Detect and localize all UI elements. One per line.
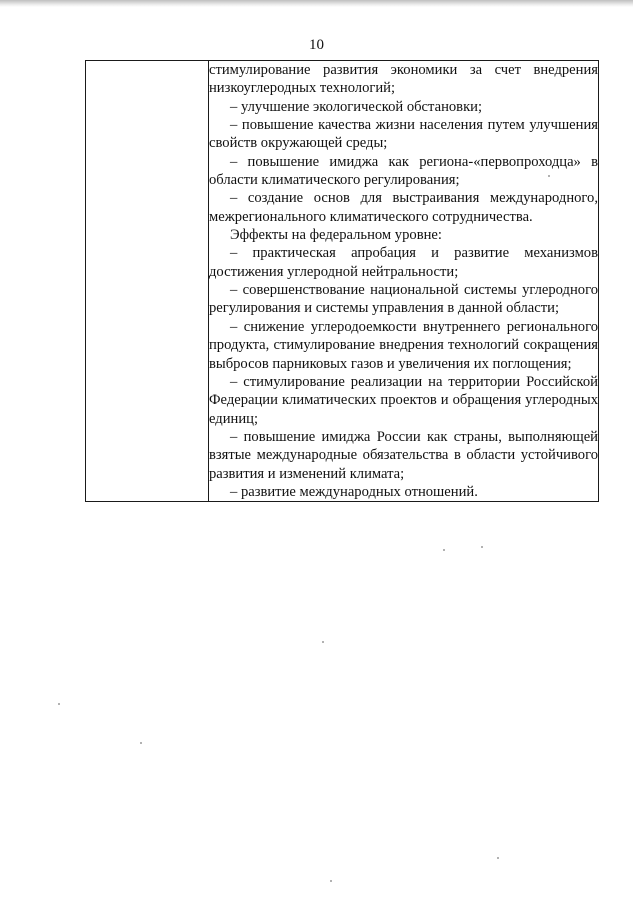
paragraph-cooperation: – создание основ для выстраивания международного, межрегионального климатического сотрудничества.: [209, 190, 598, 225]
scan-speck: [497, 857, 499, 859]
paragraph-russia-image: – повышение имиджа России как страны, выполняющей взятые международные обязательства в области устойчивого развития и изменений климата;: [209, 428, 598, 482]
scan-speck: [58, 703, 60, 705]
paragraph-stimulation: стимулирование развития экономики за счет внедрения низкоуглеродных технологий;: [209, 62, 598, 97]
paragraph-climate-projects: – стимулирование реализации на территории Российской Федерации климатических проектов и обращения углеродных единиц;: [209, 373, 598, 427]
paragraph-federal-heading: Эффекты на федеральном уровне:: [230, 227, 442, 244]
paragraph-international-relations: – развитие международных отношений.: [230, 483, 478, 500]
scan-speck: [322, 641, 324, 643]
scan-speck: [140, 742, 142, 744]
paragraph-carbon-intensity: – снижение углеродоемкости внутреннего регионального продукта, стимулирование внедрения технологий сокращения выбросов парниковых газов и увеличения их поглощения;: [209, 318, 598, 372]
paragraph-quality-of-life: – повышение качества жизни населения путем улучшения свойств окружающей среды;: [209, 117, 598, 152]
content-table: [85, 60, 599, 502]
paragraph-region-image: – повышение имиджа как региона-«первопроходца» в области климатического регулирования;: [209, 153, 598, 189]
paragraph-ecology: – улучшение экологической обстановки;: [230, 98, 483, 115]
paragraph-carbon-neutrality: – практическая апробация и развитие механизмов достижения углеродной нейтральности;: [209, 245, 598, 280]
scan-top-edge: [0, 0, 633, 7]
paragraph-carbon-regulation: – совершенствование национальной системы углеродного регулирования и системы управления в данной области;: [209, 282, 598, 317]
table-row: [86, 61, 599, 502]
page-number: 10: [309, 37, 324, 53]
scan-speck: [481, 546, 483, 548]
left-cell: [86, 61, 209, 502]
scan-speck: [548, 175, 550, 177]
right-cell: [209, 61, 599, 502]
scan-speck: [330, 880, 332, 882]
scan-speck: [443, 549, 445, 551]
